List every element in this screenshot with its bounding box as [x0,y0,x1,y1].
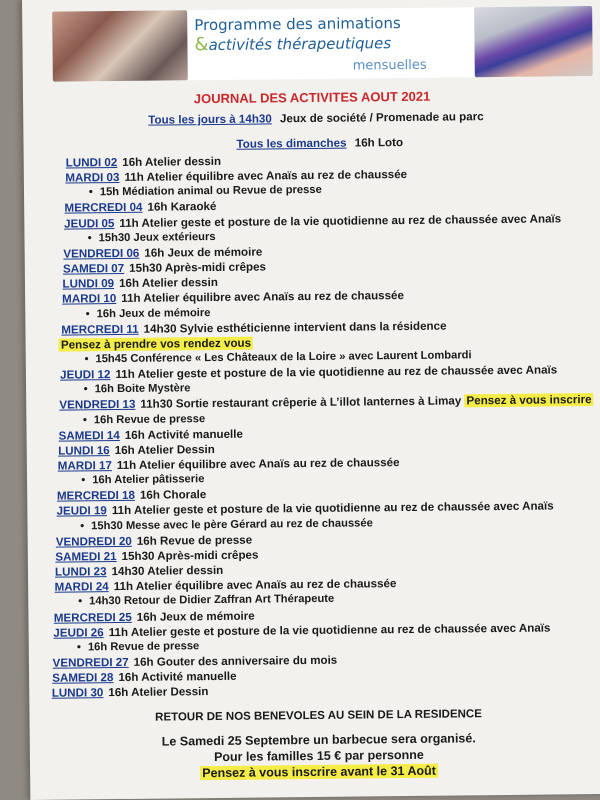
appointment-note [59,336,253,351]
schedule-row [52,670,236,685]
sub-activity-text: 16h Revue de presse [93,412,206,426]
bullet-icon: • [84,353,89,366]
activity-text: 11h Atelier équilibre avec Anaïs au rez de chaussée [124,168,408,185]
sub-activity [80,517,373,532]
activity-text: 14h30 Atelier dessin [111,563,224,579]
schedule-row [64,212,561,230]
activity-text: 11h Atelier équilibre avec Anaïs au rez de chaussée [116,456,400,473]
activity-text: 16h Atelier dessin [119,276,218,291]
schedule-row [52,685,209,700]
sub-activity [78,593,334,608]
sub-activity [83,413,205,426]
day-label: MARDI 17 [57,459,112,473]
day-label: JEUDI 19 [56,504,107,519]
activity-text: 15h30 Après-midi crêpes [129,260,267,275]
day-label: VENDREDI 20 [55,534,132,549]
general-text: Jeux de société / Promenade au parc [279,110,484,126]
activity-text: 16h Revue de presse [136,533,253,548]
activity-text: 11h Atelier geste et posture de la vie quotidienne au rez de chaussée avec Anaïs [119,211,562,230]
activity-text: 11h30 Sortie restaurant crêperie à L’illot lanternes à Limay [140,394,462,412]
footer-barbecue: Le Samedi 25 Septembre un barbecue sera organisé. [161,731,476,749]
sub-activity [86,307,211,320]
day-label: SAMEDI 21 [55,549,117,564]
activity-text: 11h Atelier geste et posture de la vie quotidienne au rez de chaussée avec Anaïs [108,621,551,639]
activity-text: 15h30 Après-midi crêpes [121,548,259,563]
activity-text: 16h Jeux de mémoire [136,609,255,624]
bullet-icon: • [81,474,86,487]
bullet-icon: • [78,595,83,608]
activity-text: 16h Atelier Dessin [114,442,215,457]
schedule-row [58,456,400,473]
sub-activity-text: 15h30 Jeux extérieurs [98,230,216,244]
day-label: LUNDI 30 [51,686,104,700]
activity-text: 16h Gouter des anniversaire du mois [133,653,338,669]
general-row [236,136,403,151]
schedule-row [58,427,242,442]
day-label: VENDREDI 06 [63,246,140,261]
schedule-row [62,276,217,291]
day-label: VENDREDI 13 [59,398,136,413]
sub-activity [84,383,191,396]
schedule-row [62,289,404,306]
activity-text: 16h Jeux de mémoire [144,245,263,260]
day-label: VENDREDI 27 [52,655,129,670]
schedule-row [54,609,255,624]
sub-activity [84,349,471,365]
bullet-icon: • [87,232,92,245]
footer-register-highlight: Pensez à vous inscrire avant le 31 Août [202,763,436,781]
activity-text: 16h Activité manuelle [118,669,237,685]
day-label: MERCREDI 04 [64,201,143,216]
day-label: JEUDI 12 [60,368,111,382]
bullet-icon: • [80,519,85,533]
activity-text: 11h Atelier geste et posture de la vie quotidienne au rez de chaussée avec Anaïs [115,363,558,382]
day-label: MARDI 24 [54,580,109,594]
header-banner [52,6,593,82]
activity-text: 11h Atelier geste et posture de la vie quotidienne au rez de chaussée avec Anaïs [111,499,554,518]
footer-volunteers: RETOUR DE NOS BENEVOLES AU SEIN DE LA RESIDENCE [155,708,482,724]
schedule-row [61,319,446,336]
general-text: 16h Loto [354,136,404,150]
schedule-row [57,488,206,503]
general-row [148,110,483,127]
schedule-row [55,577,397,594]
schedule-row [58,443,215,458]
sub-activity-text: 16h Revue de presse [87,639,200,654]
day-label: MARDI 10 [62,292,117,306]
activity-text: 16h Chorale [139,488,207,503]
activity-text: 16h Activité manuelle [124,427,243,442]
day-label: SAMEDI 28 [52,671,114,685]
day-label: MERCREDI 25 [53,610,132,625]
schedule-row [63,261,266,276]
schedule-row [56,533,253,548]
day-label: LUNDI 16 [58,443,110,458]
schedule-row [65,168,407,185]
day-label: MARDI 03 [65,171,120,185]
sub-activity-text: 15h Médiation animal ou Revue de presse [99,184,322,199]
activity-text: 16h Karaoké [147,200,217,215]
sub-activity [88,231,216,244]
banner-line-3: mensuelles [352,57,427,74]
signup-highlight: Pensez à vous inscrire [466,393,592,408]
activity-text: 16h Atelier dessin [122,154,222,169]
schedule-row [55,548,258,563]
day-label: LUNDI 23 [54,565,107,579]
sub-activity-text: 15h30 Messe avec le père Gérard au rez de chaussée [91,516,373,532]
day-label: LUNDI 09 [62,277,115,291]
schedule-row [60,364,557,382]
footer-price: Pour les familles 15 € par personne [213,747,424,765]
sub-activity-text: 14h30 Retour de Didier Zaffran Art Thérapeute [89,593,335,608]
sub-activity [81,473,204,486]
activity-text: 11h Atelier équilibre avec Anaïs au rez de chaussée [121,289,404,306]
banner-ampersand: & [194,34,209,56]
day-label: JEUDI 26 [53,625,104,640]
bullet-icon: • [88,186,93,199]
day-label: SAMEDI 07 [62,261,125,276]
flyer-page [22,0,600,800]
banner-line-2: activités thérapeutiques [208,34,392,55]
journal-title: JOURNAL DES ACTIVITES AOUT 2021 [193,88,431,107]
seniors-photo [52,10,188,81]
day-label: SAMEDI 14 [58,428,120,443]
activity-text: 14h30 Sylvie esthéticienne intervient dans la résidence [143,319,447,336]
appointment-highlight: Pensez à prendre vos rendez vous [60,336,252,352]
banner-title [194,13,474,55]
schedule-row [63,245,262,260]
schedule-row [59,393,593,412]
schedule-row [64,200,216,215]
banner-line-1: Programme des animations [194,14,401,35]
sub-activity-text: 16h Boite Mystère [94,382,191,396]
schedule-row [55,564,223,579]
bullet-icon: • [85,307,90,320]
day-label: LUNDI 02 [65,156,118,170]
day-label: MERCREDI 18 [56,489,135,503]
day-label: JEUDI 05 [64,216,115,231]
schedule-row [53,654,338,670]
day-label: MERCREDI 11 [61,322,139,337]
sub-activity [89,184,322,198]
general-label: Tous les jours à 14h30 [148,112,272,127]
activity-text: 16h Atelier Dessin [108,685,209,700]
schedule-row [57,500,554,518]
sub-activity-text: 15h45 Conférence « Les Châteaux de la Loire » avec Laurent Lombardi [95,349,472,366]
bullet-icon: • [76,641,81,654]
general-label: Tous les dimanches [236,136,347,151]
schedule-row [53,621,550,639]
bullet-icon: • [82,413,87,426]
schedule-row [66,155,221,170]
sub-activity-text: 16h Atelier pâtisserie [92,473,205,487]
crafts-photo [474,6,593,77]
activity-text: 11h Atelier équilibre avec Anaïs au rez de chaussée [113,577,397,594]
bullet-icon: • [83,383,88,396]
sub-activity-text: 16h Jeux de mémoire [96,306,211,320]
sub-activity [77,640,199,653]
